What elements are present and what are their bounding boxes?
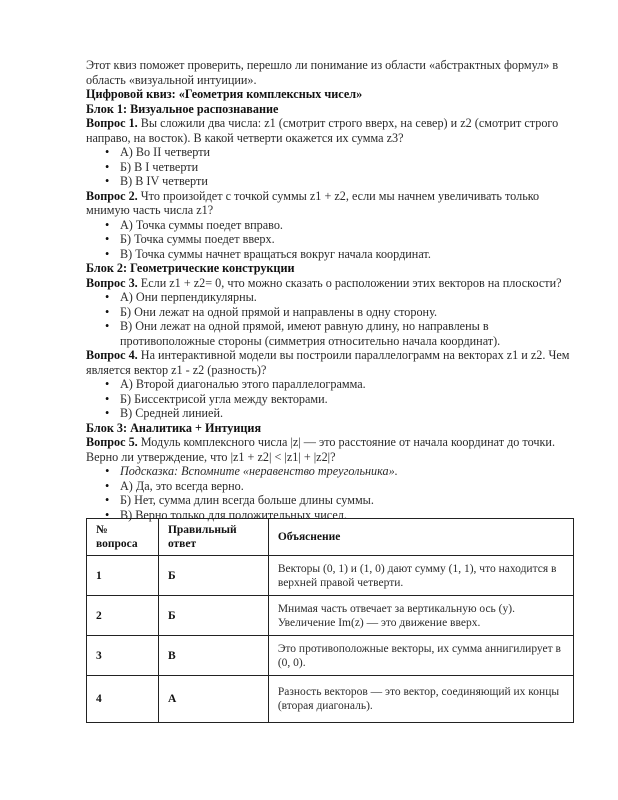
option-item: • В) Средней линией.	[120, 406, 576, 421]
option-item: • А) Они перпендикулярны.	[120, 290, 576, 305]
intro-paragraph: Этот квиз поможет проверить, перешло ли понимание из области «абстрактных формул» в область «визуальной интуиции».	[86, 58, 559, 87]
question-1-text: Вы сложили два числа: z1 (смотрит строго вверх, на север) и z2 (смотрит строго направо, на восток). В какой четверти окажется их сумма z3?	[86, 116, 559, 145]
hint-item: • Подсказка: Вспомните «неравенство треугольника».	[120, 464, 576, 479]
option-item: • Б) В I четверти	[120, 160, 576, 175]
cell-explanation: Разность векторов — это вектор, соединяющий их концы (вторая диагональ).	[268, 676, 573, 723]
option-item: • В) Верно только для положительных чисел.	[120, 508, 576, 523]
header-explanation: Объяснение	[268, 519, 573, 556]
cell-explanation: Мнимая часть отвечает за вертикальную ось (y). Увеличение Im(z) — это движение вверх.	[268, 596, 573, 636]
option-item: • А) Да, это всегда верно.	[120, 479, 576, 494]
question-4-label: Вопрос 4.	[86, 348, 138, 362]
cell-explanation: Векторы (0, 1) и (1, 0) дают сумму (1, 1), что находится в верхней правой четверти.	[268, 556, 573, 596]
cell-question-number: 1	[87, 556, 159, 596]
quiz-title: Цифровой квиз: «Геометрия комплексных чисел»	[86, 87, 363, 101]
block-2-title: Блок 2: Геометрические конструкции	[86, 261, 295, 275]
question-1-label: Вопрос 1.	[86, 116, 138, 130]
table-header-row	[87, 519, 574, 556]
cell-correct-answer: А	[158, 676, 268, 723]
question-5	[86, 435, 576, 464]
option-item: • А) Во II четверти	[120, 145, 576, 160]
question-5-options	[86, 464, 576, 522]
answers-table	[86, 518, 574, 723]
question-1	[86, 116, 576, 145]
option-item: • А) Второй диагональю этого параллелограмма.	[120, 377, 576, 392]
question-3-text: Если z1 + z2= 0, что можно сказать о расположении этих векторов на плоскости?	[137, 275, 562, 290]
question-1-options	[86, 145, 576, 189]
table-row	[87, 596, 574, 636]
option-item: • Б) Биссектрисой угла между векторами.	[120, 392, 576, 407]
option-item: • Б) Они лежат на одной прямой и направлены в одну сторону.	[120, 305, 576, 320]
question-3-options	[86, 290, 576, 348]
block-1-title: Блок 1: Визуальное распознавание	[86, 101, 279, 116]
cell-correct-answer: Б	[158, 556, 268, 596]
cell-question-number: 4	[87, 676, 159, 723]
option-item: • Б) Нет, сумма длин всегда больше длины суммы.	[120, 493, 576, 508]
question-4-options	[86, 377, 576, 421]
option-item: • В) Точка суммы начнет вращаться вокруг начала координат.	[120, 247, 576, 262]
question-2-options	[86, 218, 576, 262]
question-2	[86, 189, 576, 218]
option-item: • Б) Точка суммы поедет вверх.	[120, 232, 576, 247]
cell-explanation: Это противоположные векторы, их сумма аннигилирует в (0, 0).	[268, 636, 573, 676]
question-2-label: Вопрос 2.	[86, 188, 138, 203]
question-5-label: Вопрос 5.	[86, 435, 138, 449]
question-4	[86, 348, 576, 377]
cell-correct-answer: Б	[158, 596, 268, 636]
question-5-text: Модуль комплексного числа |z| — это расстояние от начала координат до точки. Верно ли утверждение, что |z1 + z2| < |z1| + |z2|?	[86, 435, 555, 464]
question-4-text: На интерактивной модели вы построили параллелограмм на векторах z1 и z2. Чем является вектор z1 - z2 (разность)?	[86, 348, 570, 377]
document-body	[86, 58, 576, 522]
header-question-number: № вопроса	[87, 519, 159, 556]
cell-correct-answer: В	[158, 636, 268, 676]
option-item: • В) Они лежат на одной прямой, имеют равную длину, но направлены в противоположные стороны (симметрия относительно начала координат).	[120, 319, 576, 348]
option-item: • В) В IV четверти	[120, 174, 576, 189]
question-3-label: Вопрос 3.	[86, 275, 138, 290]
header-correct-answer: Правильный ответ	[158, 519, 268, 556]
table-row	[87, 676, 574, 723]
table-row	[87, 556, 574, 596]
question-3	[86, 276, 576, 291]
table-row	[87, 636, 574, 676]
option-item: • А) Точка суммы поедет вправо.	[120, 218, 576, 233]
block-3-title: Блок 3: Аналитика + Интуиция	[86, 420, 262, 435]
question-2-text: Что произойдет с точкой суммы z1 + z2, если мы начнем увеличивать только мнимую часть числа z1?	[86, 188, 540, 217]
cell-question-number: 3	[87, 636, 159, 676]
cell-question-number: 2	[87, 596, 159, 636]
